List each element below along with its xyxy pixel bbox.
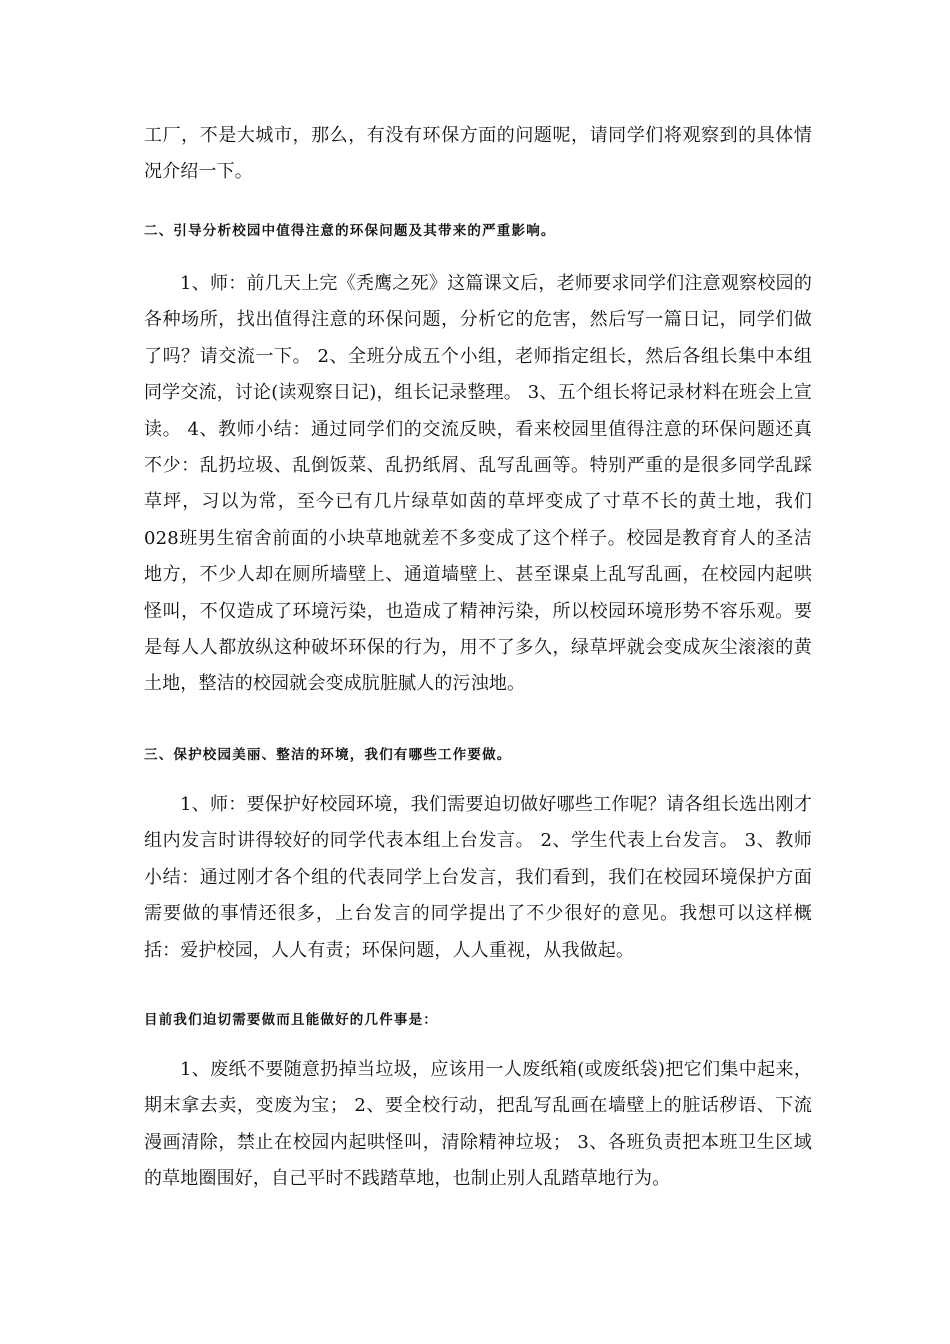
subheading-tasks: 目前我们迫切需要做而且能做好的几件事是： [144, 1012, 438, 1028]
paragraph-tasks: 1、废纸不要随意扔掉当垃圾，应该用一人废纸箱(或废纸袋)把它们集中起来，期末拿去卖，变废为宝； 2、要全校行动，把乱写乱画在墙壁上的脏话秽语、下流漫画清除，禁止在校园内起哄怪叫，清除精神垃圾； 3、各班负责把本班卫生区域的草地圈围好，自己平时不践踏草地，也制止别人乱踏草地行为。 [144, 1059, 812, 1190]
paragraph-intro-continuation: 工厂，不是大城市，那么，有没有环保方面的问题呢，请同学们将观察到的具体情况介绍一下。 [144, 125, 812, 183]
section-heading-3: 三、保护校园美丽、整洁的环境，我们有哪些工作要做。 [144, 747, 512, 763]
paragraph-section-2: 1、师：前几天上完《秃鹰之死》这篇课文后，老师要求同学们注意观察校园的各种场所，找出值得注意的环保问题，分析它的危害，然后写一篇日记，同学们做了吗？请交流一下。 2、全班分成五个小组，老师指定组长，然后各组长集中本组同学交流，讨论(读观察日记)，组长记录整理。 3、五个组长将记录材料在班会上宣读。 4、教师小结：通过同学们的交流反映，看来校园里值得注意的环保问题还真不少：乱扔垃圾、乱倒饭菜、乱扔纸屑、乱写乱画等。特别严重的是很多同学乱踩草坪，习以为常，至今已有几片绿草如茵的草坪变成了寸草不长的黄土地，我们028班男生宿舍前面的小块草地就差不多变成了这个样子。校园是教育育人的圣洁地方，不少人却在厕所墙壁上、通道墙壁上、甚至课桌上乱写乱画，在校园内起哄怪叫，不仅造成了环境污染，也造成了精神污染，所以校园环境形势不容乐观。要是每人人都放纵这种破坏环保的行为，用不了多久，绿草坪就会变成灰尘滚滚的黄土地，整洁的校园就会变成肮脏腻人的污浊地。 [144, 273, 812, 695]
paragraph-section-3: 1、师：要保护好校园环境，我们需要迫切做好哪些工作呢？请各组长选出刚才组内发言时讲得较好的同学代表本组上台发言。 2、学生代表上台发言。 3、教师小结：通过刚才各个组的代表同学上台发言，我们看到，我们在校园环境保护方面需要做的事情还很多，上台发言的同学提出了不少很好的意见。我想可以这样概括：爱护校园，人人有责；环保问题，人人重视，从我做起。 [144, 794, 812, 961]
section-heading-2: 二、引导分析校园中值得注意的环保问题及其带来的严重影响。 [144, 223, 556, 239]
